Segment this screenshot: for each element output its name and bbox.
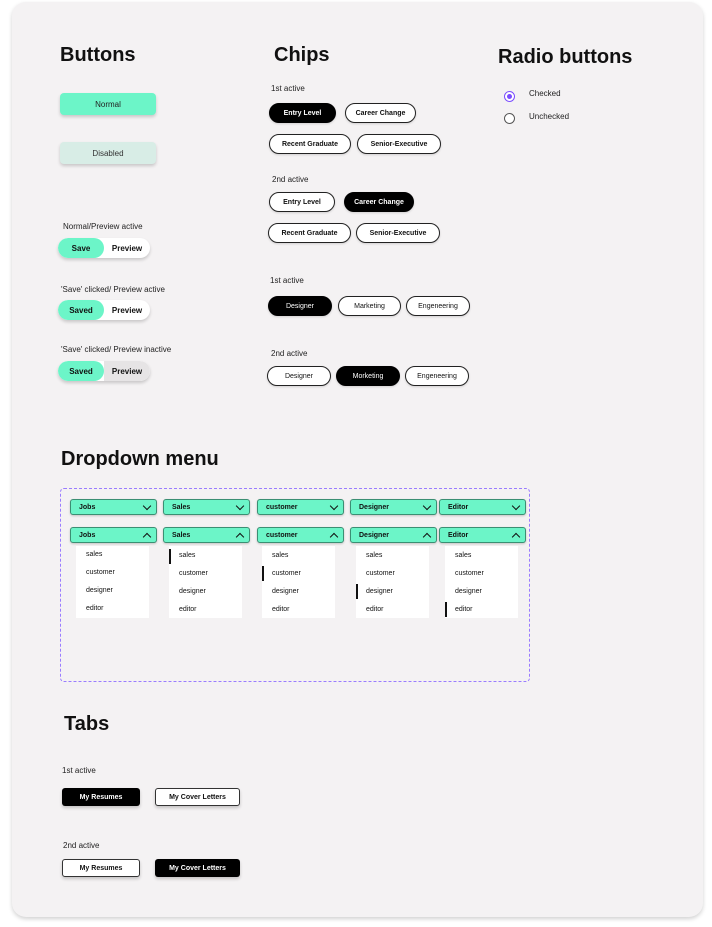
chips-group-label: 2nd active bbox=[272, 175, 309, 184]
dropdown-sales-closed[interactable] bbox=[163, 499, 250, 515]
toggle-normal-label: Normal/Preview active bbox=[63, 222, 143, 231]
chip-designer[interactable]: Designer bbox=[267, 366, 331, 386]
dropdown-label: customer bbox=[266, 503, 298, 511]
dropdown-label: Sales bbox=[172, 531, 191, 539]
dropdown-menu-sales bbox=[169, 546, 242, 618]
dropdown-menu-jobs bbox=[76, 546, 149, 618]
chip-marketing[interactable]: Marketing bbox=[338, 296, 401, 316]
toggle-saved-label: 'Save' clicked/ Preview active bbox=[61, 285, 165, 294]
tabs-group-label: 2nd active bbox=[63, 841, 100, 850]
chips-heading: Chips bbox=[274, 44, 330, 66]
dropdown-sales-open[interactable] bbox=[163, 527, 250, 543]
radio-checked-label: Checked bbox=[529, 89, 561, 98]
buttons-heading: Buttons bbox=[60, 44, 136, 66]
save-preview-toggle-normal[interactable] bbox=[58, 238, 150, 258]
dropdown-designer-open[interactable] bbox=[350, 527, 437, 543]
save-preview-toggle-saved[interactable] bbox=[58, 300, 150, 320]
dropdown-jobs-closed[interactable] bbox=[70, 499, 157, 515]
dropdown-customer-closed[interactable] bbox=[257, 499, 344, 515]
dropdown-label: Designer bbox=[359, 503, 389, 511]
chip-senior-executive[interactable]: Senior-Executive bbox=[357, 134, 441, 154]
dropdown-label: Editor bbox=[448, 503, 469, 511]
normal-button[interactable]: Normal bbox=[60, 93, 156, 115]
dropdown-label: customer bbox=[266, 531, 298, 539]
hover-indicator bbox=[356, 584, 358, 599]
preview-button[interactable]: Preview bbox=[111, 305, 143, 315]
dropdown-editor-closed[interactable] bbox=[439, 499, 526, 515]
save-button[interactable]: Save bbox=[58, 238, 104, 258]
tabs-heading: Tabs bbox=[64, 713, 110, 735]
chip-senior-executive[interactable]: Senior-Executive bbox=[356, 223, 440, 243]
dropdown-jobs-open[interactable] bbox=[70, 527, 157, 543]
chip-engineering[interactable]: Engeneering bbox=[406, 296, 470, 316]
menu-item-customer[interactable]: customer bbox=[455, 570, 484, 577]
chip-engineering[interactable]: Engeneering bbox=[405, 366, 469, 386]
dropdown-customer-open[interactable] bbox=[257, 527, 344, 543]
dropdown-label: Jobs bbox=[79, 503, 96, 511]
radio-unchecked[interactable] bbox=[504, 113, 515, 124]
chips-group-label: 1st active bbox=[271, 84, 305, 93]
chevron-down-icon bbox=[143, 501, 151, 509]
disabled-button: Disabled bbox=[60, 142, 156, 164]
dropdown-label: Editor bbox=[448, 531, 469, 539]
chevron-down-icon bbox=[330, 501, 338, 509]
hover-indicator bbox=[445, 602, 447, 617]
tab-my-resumes[interactable]: My Resumes bbox=[62, 788, 140, 806]
menu-item-sales[interactable]: sales bbox=[366, 552, 383, 559]
dropdown-designer-closed[interactable] bbox=[350, 499, 437, 515]
chevron-down-icon bbox=[512, 501, 520, 509]
saved-button[interactable]: Saved bbox=[58, 361, 104, 381]
preview-button[interactable]: Preview bbox=[111, 243, 143, 253]
chip-career-change[interactable]: Career Change bbox=[345, 103, 416, 123]
chevron-up-icon bbox=[236, 532, 244, 540]
menu-item-customer[interactable]: customer bbox=[366, 570, 395, 577]
menu-item-customer[interactable]: customer bbox=[179, 570, 208, 577]
tab-my-cover-letters[interactable]: My Cover Letters bbox=[155, 788, 240, 806]
chevron-up-icon bbox=[423, 532, 431, 540]
menu-item-designer[interactable]: designer bbox=[455, 588, 482, 595]
chips-group-label: 2nd active bbox=[271, 349, 308, 358]
chip-marketing[interactable]: Morketing bbox=[336, 366, 400, 386]
menu-item-designer[interactable]: designer bbox=[86, 587, 113, 594]
saved-button[interactable]: Saved bbox=[58, 300, 104, 320]
menu-item-editor[interactable]: editor bbox=[179, 606, 197, 613]
menu-item-editor[interactable]: editor bbox=[272, 606, 290, 613]
menu-item-customer[interactable]: customer bbox=[272, 570, 301, 577]
radio-checked[interactable] bbox=[504, 91, 515, 102]
dropdown-label: Jobs bbox=[79, 531, 96, 539]
radio-unchecked-label: Unchecked bbox=[529, 112, 570, 121]
save-preview-toggle-inactive[interactable] bbox=[58, 361, 150, 381]
dropdown-editor-open[interactable] bbox=[439, 527, 526, 543]
menu-item-sales[interactable]: sales bbox=[179, 552, 196, 559]
menu-item-editor[interactable]: editor bbox=[366, 606, 384, 613]
chevron-up-icon bbox=[330, 532, 338, 540]
preview-button-inactive: Preview bbox=[104, 361, 150, 381]
chip-recent-graduate[interactable]: Recent Graduate bbox=[269, 134, 351, 154]
chip-recent-graduate[interactable]: Recent Graduate bbox=[268, 223, 351, 243]
dropdown-menu-designer bbox=[356, 546, 429, 618]
radio-heading: Radio buttons bbox=[498, 46, 633, 68]
menu-item-designer[interactable]: designer bbox=[366, 588, 393, 595]
chip-entry-level[interactable]: Entry Level bbox=[269, 192, 335, 212]
tabs-group-label: 1st active bbox=[62, 766, 96, 775]
chip-career-change[interactable]: Career Change bbox=[344, 192, 414, 212]
chevron-up-icon bbox=[512, 532, 520, 540]
dropdown-menu-customer bbox=[262, 546, 335, 618]
menu-item-designer[interactable]: designer bbox=[179, 588, 206, 595]
chevron-up-icon bbox=[143, 532, 151, 540]
chevron-down-icon bbox=[236, 501, 244, 509]
chip-entry-level[interactable]: Entry Level bbox=[269, 103, 336, 123]
menu-item-editor[interactable]: editor bbox=[455, 606, 473, 613]
chip-designer[interactable]: Designer bbox=[268, 296, 332, 316]
menu-item-editor[interactable]: editor bbox=[86, 605, 104, 612]
menu-item-customer[interactable]: customer bbox=[86, 569, 115, 576]
toggle-inactive-label: 'Save' clicked/ Preview inactive bbox=[61, 345, 172, 354]
menu-item-designer[interactable]: designer bbox=[272, 588, 299, 595]
menu-item-sales[interactable]: sales bbox=[272, 552, 289, 559]
hover-indicator bbox=[169, 549, 171, 564]
chevron-down-icon bbox=[423, 501, 431, 509]
menu-item-sales[interactable]: sales bbox=[86, 551, 103, 558]
dropdown-menu-editor bbox=[445, 546, 518, 618]
menu-item-sales[interactable]: sales bbox=[455, 552, 472, 559]
dropdown-heading: Dropdown menu bbox=[61, 448, 219, 470]
dropdown-label: Sales bbox=[172, 503, 191, 511]
hover-indicator bbox=[262, 566, 264, 581]
tab-my-cover-letters[interactable]: My Cover Letters bbox=[155, 859, 240, 877]
tab-my-resumes[interactable]: My Resumes bbox=[62, 859, 140, 877]
dropdown-label: Designer bbox=[359, 531, 389, 539]
chips-group-label: 1st active bbox=[270, 276, 304, 285]
